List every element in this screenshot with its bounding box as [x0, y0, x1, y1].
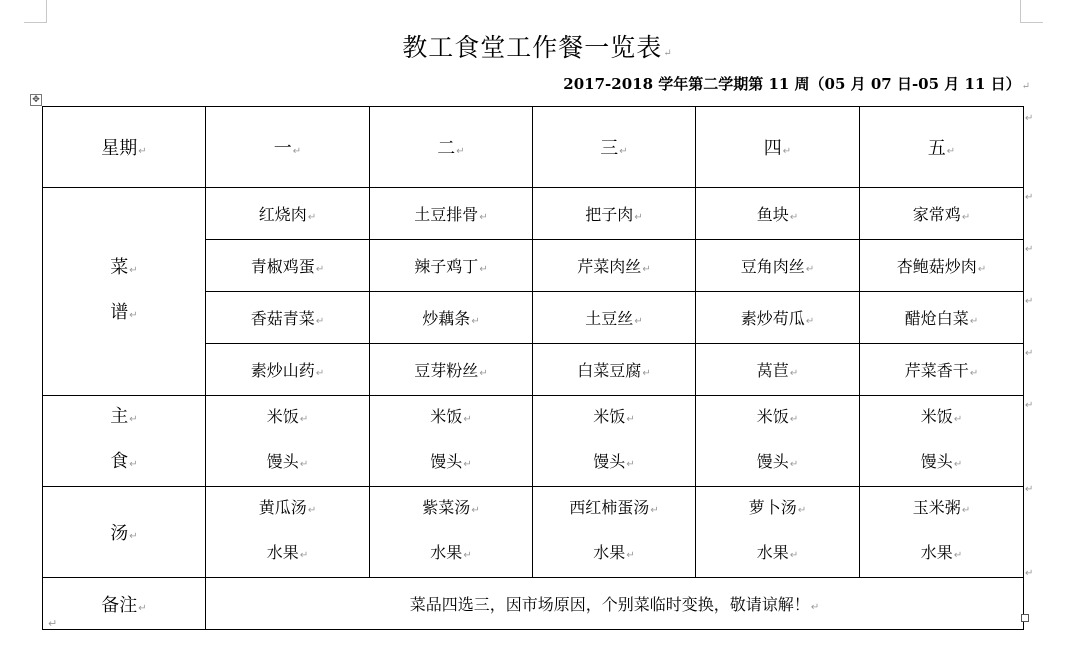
note-text: 菜品四选三，因市场原因，个别菜临时变换，敬请谅解！↵: [206, 578, 1024, 630]
table-move-handle-icon[interactable]: ✥: [30, 94, 42, 106]
menu-row: [43, 188, 1024, 240]
dish-cell: 把子肉↵: [533, 188, 696, 240]
crop-mark-top-left: [24, 0, 47, 23]
staple-label: 主↵ 食↵: [43, 396, 206, 487]
dish-cell: 炒藕条↵: [370, 292, 533, 344]
staple-row: [43, 396, 1024, 487]
staple-cell: 米饭↵ 馒头↵: [370, 396, 533, 487]
menu-label: 菜↵ 谱↵: [43, 188, 206, 396]
dish-cell: 辣子鸡丁↵: [370, 240, 533, 292]
staple-cell: 米饭↵ 馒头↵: [533, 396, 696, 487]
dish-cell: 土豆丝↵: [533, 292, 696, 344]
staple-cell: 米饭↵ 馒头↵: [860, 396, 1024, 487]
soup-cell: 萝卜汤↵ 水果↵: [696, 487, 860, 578]
dish-cell: 香菇青菜↵: [206, 292, 370, 344]
dish-cell: 豆芽粉丝↵: [370, 344, 533, 396]
dish-cell: 素炒苟瓜↵: [696, 292, 860, 344]
document-title: 教工食堂工作餐一览表↵: [402, 33, 673, 62]
row-end-mark: ↵: [1025, 484, 1034, 495]
row-end-mark: ↵: [1025, 296, 1034, 307]
soup-row: [43, 487, 1024, 578]
soup-cell: 玉米粥↵ 水果↵: [860, 487, 1024, 578]
soup-cell: 西红柿蛋汤↵ 水果↵: [533, 487, 696, 578]
row-end-mark: ↵: [1025, 348, 1034, 359]
note-label: 备注↵: [43, 578, 206, 630]
row-end-mark: ↵: [1025, 113, 1034, 124]
weekday-header-row: [43, 107, 1024, 188]
weekday-cell: 二↵: [370, 107, 533, 188]
weekday-cell: 五↵: [860, 107, 1024, 188]
table-resize-handle[interactable]: [1021, 614, 1029, 622]
dish-cell: 芹菜肉丝↵: [533, 240, 696, 292]
row-end-mark: ↵: [1025, 244, 1034, 255]
staple-cell: 米饭↵ 馒头↵: [206, 396, 370, 487]
dish-cell: 白菜豆腐↵: [533, 344, 696, 396]
staple-cell: 米饭↵ 馒头↵: [696, 396, 860, 487]
weekday-cell: 一↵: [206, 107, 370, 188]
soup-label: 汤↵: [43, 487, 206, 578]
dish-cell: 芹菜香干↵: [860, 344, 1024, 396]
row-end-mark: ↵: [1025, 568, 1034, 579]
week-subtitle: 2017-2018 学年第二学期第 11 周（05 月 07 日-05 月 11 日）↵: [563, 75, 1030, 93]
weekday-header-label: 星期↵: [43, 107, 206, 188]
dish-cell: 醋炝白菜↵: [860, 292, 1024, 344]
dish-cell: 豆角肉丝↵: [696, 240, 860, 292]
weekday-cell: 三↵: [533, 107, 696, 188]
note-row: [43, 578, 1024, 630]
paragraph-end-mark: ↵: [48, 617, 58, 630]
dish-cell: 土豆排骨↵: [370, 188, 533, 240]
dish-cell: 鱼块↵: [696, 188, 860, 240]
dish-cell: 红烧肉↵: [206, 188, 370, 240]
weekday-cell: 四↵: [696, 107, 860, 188]
dish-cell: 青椒鸡蛋↵: [206, 240, 370, 292]
row-end-mark: ↵: [1025, 400, 1034, 411]
dish-cell: 杏鲍菇炒肉↵: [860, 240, 1024, 292]
dish-cell: 莴苣↵: [696, 344, 860, 396]
dish-cell: 家常鸡↵: [860, 188, 1024, 240]
dish-cell: 素炒山药↵: [206, 344, 370, 396]
menu-table: [42, 106, 1024, 630]
soup-cell: 黄瓜汤↵ 水果↵: [206, 487, 370, 578]
soup-cell: 紫菜汤↵ 水果↵: [370, 487, 533, 578]
row-end-mark: ↵: [1025, 192, 1034, 203]
crop-mark-top-right: [1020, 0, 1043, 23]
